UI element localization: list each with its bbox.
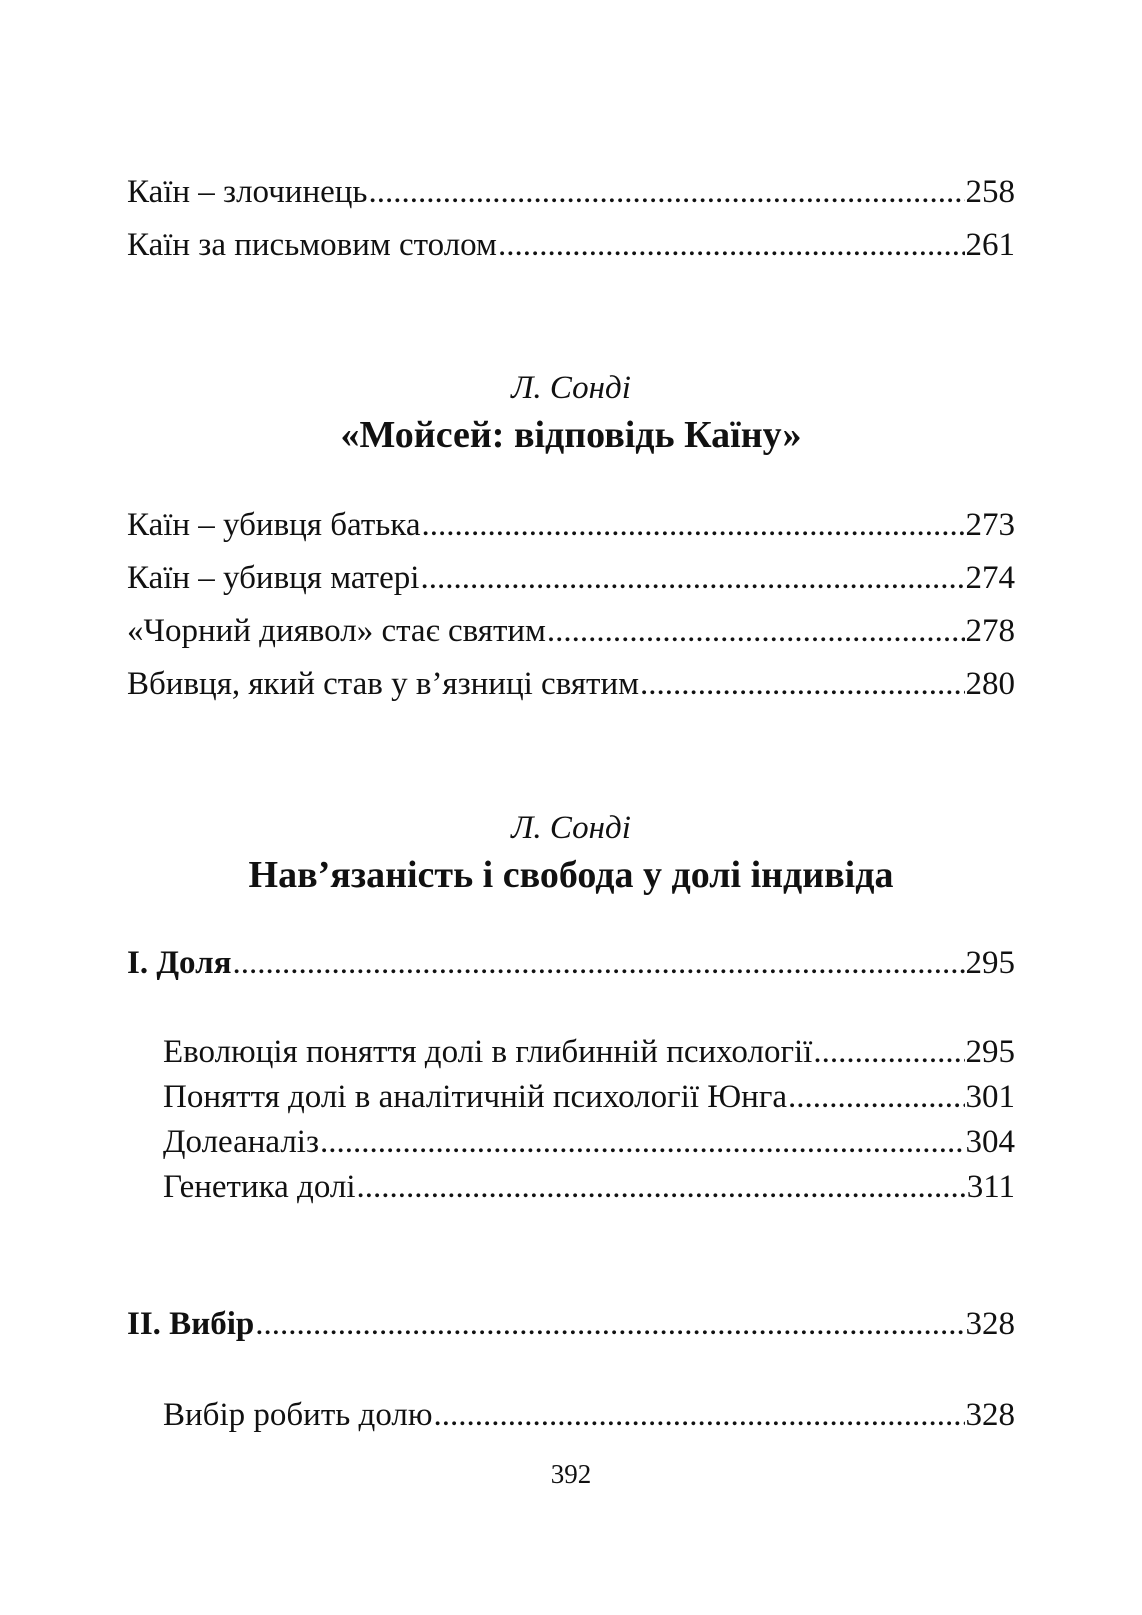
toc-page-number: 328 — [965, 1306, 1015, 1342]
dot-leader — [640, 664, 965, 704]
toc-entry-title: Долеаналіз — [163, 1124, 320, 1160]
toc-entry-title: Каїн – убивця матері — [127, 560, 420, 596]
dot-leader — [547, 611, 965, 651]
toc-page-number: 261 — [965, 227, 1015, 263]
toc-subentry[interactable] — [163, 1395, 1015, 1435]
toc-chapter-entry[interactable] — [127, 943, 1015, 983]
dot-leader — [255, 1304, 964, 1344]
toc-chapter-title: ІІ. Вибір — [127, 1306, 255, 1342]
section-author: Л. Сонді — [511, 370, 631, 406]
toc-page-number: 278 — [965, 613, 1015, 649]
toc-page-number: 274 — [965, 560, 1015, 596]
toc-subentry[interactable] — [163, 1167, 1015, 1207]
toc-entry-title: Вбивця, який став у в’язниці святим — [127, 666, 639, 702]
toc-entry-title: Вибір робить долю — [163, 1397, 433, 1433]
dot-leader — [357, 1167, 966, 1207]
toc-page-number: 258 — [965, 174, 1015, 210]
section-author: Л. Сонді — [511, 810, 631, 846]
toc-entry-title: Еволюція поняття долі в глибинній психології — [163, 1034, 813, 1070]
toc-entry-title: Поняття долі в аналітичній психології Юнга — [163, 1079, 788, 1115]
toc-page-number: 295 — [965, 945, 1015, 981]
dot-leader — [498, 225, 965, 265]
toc-entry-title: Каїн – злочинець — [127, 174, 368, 210]
toc-entry[interactable] — [127, 611, 1015, 651]
dot-leader — [788, 1077, 964, 1117]
toc-entry-title: «Чорний диявол» стає святим — [127, 613, 546, 649]
section-heading: «Мойсей: відповідь Каїну» — [340, 414, 802, 456]
dot-leader — [320, 1122, 964, 1162]
toc-entry[interactable] — [127, 225, 1015, 265]
toc-subentry[interactable] — [163, 1122, 1015, 1162]
toc-page-number: 304 — [965, 1124, 1015, 1160]
dot-leader — [420, 558, 964, 598]
toc-page-number: 328 — [965, 1397, 1015, 1433]
section-heading: Нав’язаність і свобода у долі індивіда — [248, 854, 894, 896]
toc-page-number: 295 — [965, 1034, 1015, 1070]
dot-leader — [368, 172, 964, 212]
toc-chapter-title: І. Доля — [127, 945, 232, 981]
toc-entry[interactable] — [127, 172, 1015, 212]
dot-leader — [421, 505, 964, 545]
toc-subentry[interactable] — [163, 1077, 1015, 1117]
page-number: 392 — [550, 1459, 592, 1489]
toc-chapter-entry[interactable] — [127, 1304, 1015, 1344]
dot-leader — [434, 1395, 965, 1435]
toc-page-number: 311 — [966, 1169, 1015, 1205]
toc-page-number: 301 — [965, 1079, 1015, 1115]
toc-entry[interactable] — [127, 505, 1015, 545]
toc-subentry[interactable] — [163, 1032, 1015, 1072]
toc-entry[interactable] — [127, 558, 1015, 598]
dot-leader — [232, 943, 964, 983]
toc-entry-title: Каїн – убивця батька — [127, 507, 421, 543]
toc-entry-title: Каїн за письмовим столом — [127, 227, 497, 263]
toc-page-number: 273 — [965, 507, 1015, 543]
toc-page-number: 280 — [965, 666, 1015, 702]
toc-entry-title: Генетика долі — [163, 1169, 356, 1205]
toc-entry[interactable] — [127, 664, 1015, 704]
dot-leader — [813, 1032, 964, 1072]
